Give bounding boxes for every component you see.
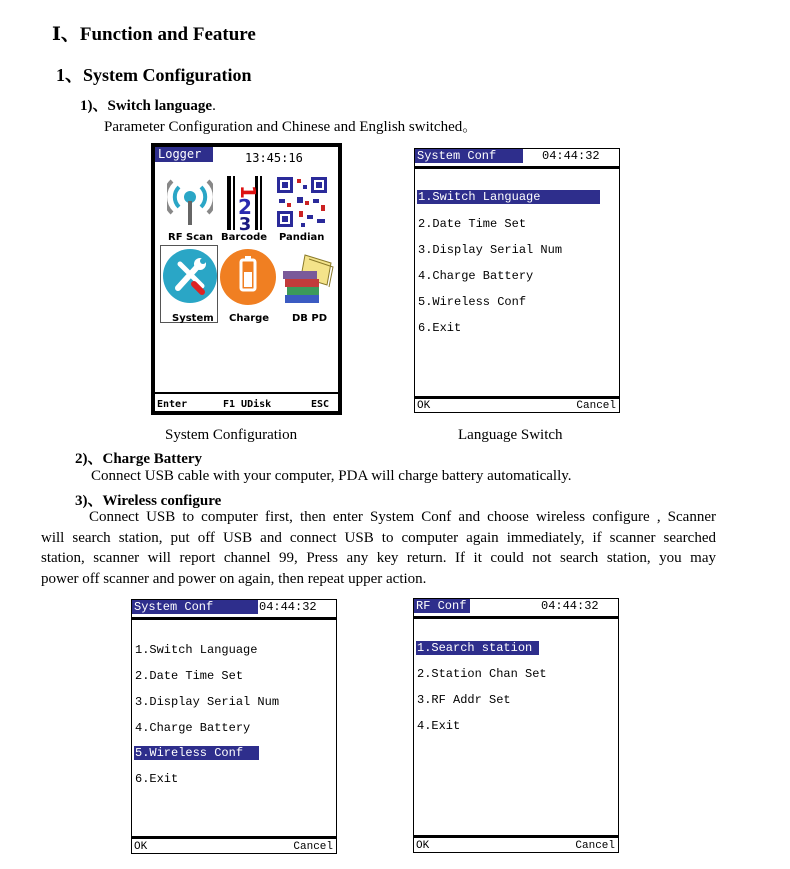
logger-title: Logger: [155, 147, 213, 162]
battery-icon[interactable]: [219, 248, 277, 306]
svg-text:3: 3: [238, 214, 252, 232]
screen-title: RF Conf: [414, 599, 470, 613]
item3-line-4: power off scanner and power on again, then repeat upper action.: [41, 571, 427, 587]
app-label-db-pd: DB PD: [292, 313, 328, 324]
logger-enter-key[interactable]: Enter: [157, 399, 188, 410]
menu-item-date-time-set[interactable]: 2.Date Time Set: [418, 217, 527, 231]
app-label-charge: Charge: [229, 313, 270, 324]
menu-item-search-station[interactable]: 1.Search station: [416, 641, 539, 655]
menu-item-exit[interactable]: 4.Exit: [417, 719, 461, 733]
menu-item-charge-battery[interactable]: 4.Charge Battery: [135, 721, 251, 735]
caption-system-configuration: System Configuration: [165, 427, 298, 443]
ok-softkey[interactable]: OK: [417, 400, 431, 412]
item3-line-1: Connect USB to computer first, then enter System Conf and choose wireless configure , Scanner: [89, 509, 716, 525]
header-divider: [414, 616, 618, 619]
footer-divider: [415, 396, 619, 399]
app-label-rf-scan: RF Scan: [168, 232, 214, 243]
header-divider: [415, 166, 619, 169]
menu-item-switch-language[interactable]: 1.Switch Language: [135, 643, 258, 657]
books-icon[interactable]: [283, 251, 335, 307]
item1-heading: [80, 94, 216, 115]
screen-time: 04:44:32: [541, 599, 599, 613]
cancel-softkey[interactable]: Cancel: [576, 400, 616, 412]
cancel-softkey[interactable]: Cancel: [575, 840, 615, 852]
rf-conf-screen: [413, 598, 619, 853]
caption-language-switch: Language Switch: [458, 427, 563, 443]
item1-title: 1)、Switch language: [80, 98, 213, 114]
logger-device: [151, 143, 342, 415]
system-conf-screen-2: [131, 599, 337, 854]
logger-esc-key[interactable]: ESC: [311, 399, 330, 410]
app-label-pandian: Pandian: [279, 232, 325, 243]
logger-f1-udisk-key[interactable]: F1 UDisk: [223, 399, 272, 410]
cancel-softkey[interactable]: Cancel: [293, 841, 333, 853]
app-label-barcode: Barcode: [221, 232, 268, 243]
barcode-icon[interactable]: [225, 174, 265, 232]
menu-item-wireless-conf[interactable]: 5.Wireless Conf: [418, 295, 527, 309]
header-divider: [132, 617, 336, 620]
item3-title: 3)、Wireless configure: [75, 493, 222, 509]
menu-item-charge-battery[interactable]: 4.Charge Battery: [418, 269, 534, 283]
footer-divider: [132, 836, 336, 839]
logger-time: 13:45:16: [245, 151, 303, 165]
menu-item-display-serial-num[interactable]: 3.Display Serial Num: [135, 695, 280, 709]
system-tools-icon[interactable]: [162, 248, 218, 304]
item1-title-dot: .: [212, 98, 216, 114]
screen-time: 04:44:32: [259, 600, 317, 614]
item3-line-3: station, scanner will report channel 99, Press any key return. If it could not search station, you may: [41, 550, 716, 566]
system-conf-screen-1: [414, 148, 620, 413]
menu-item-switch-language[interactable]: 1.Switch Language: [417, 190, 600, 204]
screen-title: System Conf: [132, 600, 258, 614]
menu-item-display-serial-num[interactable]: 3.Display Serial Num: [418, 243, 563, 257]
logger-footer-divider: [155, 392, 338, 394]
ok-softkey[interactable]: OK: [134, 841, 148, 853]
svg-text:2: 2: [238, 195, 252, 219]
screen-time: 04:44:32: [542, 149, 600, 163]
item3-line-2: will search station, put off USB and connect USB to computer again immediately, if scanner searched: [41, 530, 716, 546]
footer-divider: [414, 835, 618, 838]
menu-item-exit[interactable]: 6.Exit: [418, 321, 462, 335]
item1-body: Parameter Configuration and Chinese and English switched。: [104, 119, 478, 135]
screen-title: System Conf: [415, 149, 523, 163]
ok-softkey[interactable]: OK: [416, 840, 430, 852]
section-title: Ⅰ、Function and Feature: [52, 24, 256, 45]
app-label-system: System: [172, 313, 214, 324]
menu-item-station-chan-set[interactable]: 2.Station Chan Set: [417, 667, 547, 681]
rf-scan-icon[interactable]: [167, 177, 213, 229]
menu-item-wireless-conf[interactable]: 5.Wireless Conf: [134, 746, 259, 760]
item2-title: 2)、Charge Battery: [75, 451, 203, 467]
svg-text:1: 1: [236, 185, 260, 199]
logger-screen: [155, 147, 338, 411]
item2-body: Connect USB cable with your computer, PDA will charge battery automatically.: [91, 468, 572, 484]
qr-code-icon[interactable]: [275, 175, 329, 229]
subsection-title: 1、System Configuration: [56, 65, 252, 85]
menu-item-date-time-set[interactable]: 2.Date Time Set: [135, 669, 244, 683]
menu-item-rf-addr-set[interactable]: 3.RF Addr Set: [417, 693, 511, 707]
menu-item-exit[interactable]: 6.Exit: [135, 772, 179, 786]
